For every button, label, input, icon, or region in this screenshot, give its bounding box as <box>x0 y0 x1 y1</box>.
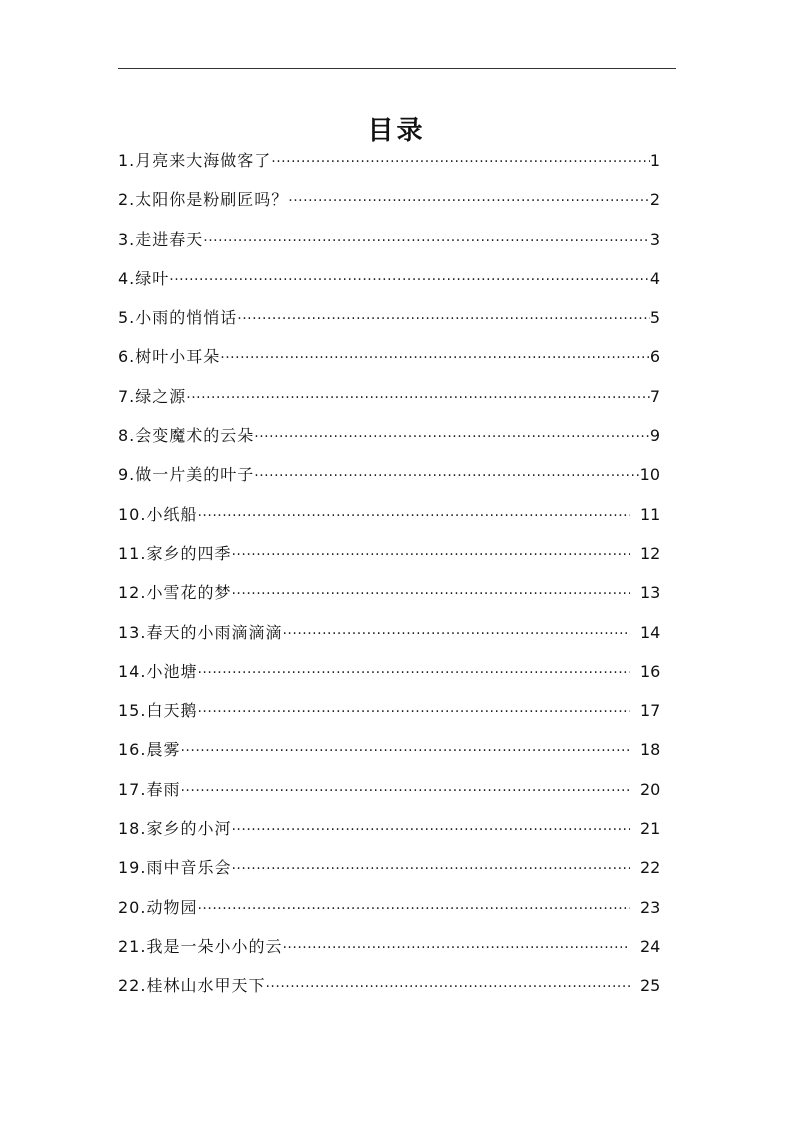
dot-leader <box>282 929 630 968</box>
toc-entry-text: 绿之源 <box>135 386 187 406</box>
toc-entry-title <box>118 337 220 376</box>
toc-entry-text: 晨雾 <box>146 740 181 760</box>
toc-entry-number: 12. <box>118 583 147 603</box>
toc-entry-number: 21. <box>118 936 147 956</box>
toc-page-number: 6 <box>649 347 660 367</box>
toc-entry-number: 16. <box>118 740 147 760</box>
toc-entry-number: 4. <box>118 268 136 288</box>
toc-entry[interactable] <box>118 495 676 534</box>
toc-entry-text: 走进春天 <box>135 229 204 249</box>
dot-leader <box>180 772 630 811</box>
toc-entry-number: 2. <box>118 190 136 210</box>
toc-entry-title <box>118 180 288 219</box>
toc-entry[interactable] <box>118 377 676 416</box>
toc-entry-number: 20. <box>118 897 147 917</box>
toc-page-number: 9 <box>649 426 660 446</box>
toc-page-number: 16 <box>640 661 661 681</box>
toc-entry[interactable] <box>118 298 676 337</box>
toc-entry-title <box>118 298 237 337</box>
toc-page-number: 24 <box>640 936 661 956</box>
toc-entry-title <box>118 141 271 180</box>
dot-leader <box>265 968 630 1007</box>
toc-entry-number: 19. <box>118 858 147 878</box>
toc-entry-number: 9. <box>118 465 136 485</box>
toc-entry-number: 6. <box>118 347 136 367</box>
toc-entry-title <box>118 691 197 730</box>
toc-entry[interactable] <box>118 888 676 927</box>
toc-entry[interactable] <box>118 141 676 180</box>
toc-entry-text: 做一片美的叶子 <box>135 465 255 485</box>
toc-entry[interactable] <box>118 927 676 966</box>
toc-entry-number: 22. <box>118 976 147 996</box>
toc-entry-number: 8. <box>118 426 136 446</box>
dot-leader <box>271 143 650 182</box>
dot-leader <box>254 418 650 457</box>
dot-leader <box>186 379 650 418</box>
toc-entry-title <box>118 377 186 416</box>
toc-entry-title <box>118 888 197 927</box>
toc-entry-title <box>118 770 180 809</box>
dot-leader <box>203 222 650 261</box>
toc-page-number: 25 <box>640 976 661 996</box>
toc-entry[interactable] <box>118 337 676 376</box>
dot-leader <box>180 732 630 771</box>
toc-page-number: 23 <box>640 897 661 917</box>
toc-entry-number: 5. <box>118 308 136 328</box>
dot-leader <box>197 654 630 693</box>
toc-entry-text: 绿叶 <box>135 268 170 288</box>
table-of-contents <box>118 141 676 1006</box>
dot-leader <box>231 536 630 575</box>
toc-entry-number: 14. <box>118 661 147 681</box>
dot-leader <box>254 457 639 496</box>
dot-leader <box>197 693 630 732</box>
toc-entry-text: 小雨的悄悄话 <box>135 308 238 328</box>
toc-entry-text: 会变魔术的云朵 <box>135 426 255 446</box>
toc-page-number: 14 <box>640 622 661 642</box>
toc-page-number: 12 <box>640 543 661 563</box>
toc-entry-title <box>118 455 254 494</box>
toc-entry[interactable] <box>118 652 676 691</box>
dot-leader <box>288 182 650 221</box>
toc-page-number: 4 <box>649 268 660 288</box>
toc-entry[interactable] <box>118 455 676 494</box>
toc-entry-text: 雨中音乐会 <box>146 858 232 878</box>
toc-entry-text: 家乡的小河 <box>146 819 232 839</box>
toc-entry[interactable] <box>118 259 676 298</box>
toc-entry-number: 13. <box>118 622 147 642</box>
toc-entry-text: 月亮来大海做客了 <box>135 151 272 170</box>
dot-leader <box>197 497 630 536</box>
toc-page-number: 17 <box>640 701 661 721</box>
toc-entry-number: 18. <box>118 819 147 839</box>
toc-entry-number: 7. <box>118 386 136 406</box>
dot-leader <box>237 300 650 339</box>
toc-entry-title <box>118 966 265 1005</box>
toc-entry[interactable] <box>118 730 676 769</box>
toc-entry-text: 太阳你是粉刷匠吗？ <box>135 190 289 210</box>
toc-entry-text: 桂林山水甲天下 <box>146 976 266 996</box>
toc-page-number: 2 <box>649 190 660 210</box>
toc-entry-text: 春雨 <box>146 779 181 799</box>
toc-entry-number: 17. <box>118 779 147 799</box>
dot-leader <box>231 575 630 614</box>
toc-entry-text: 春天的小雨滴滴滴 <box>146 622 283 642</box>
toc-entry-number: 10. <box>118 504 147 524</box>
toc-page-number: 1 <box>649 151 660 170</box>
dot-leader <box>231 811 630 850</box>
toc-entry-text: 动物园 <box>146 897 198 917</box>
toc-entry[interactable] <box>118 691 676 730</box>
toc-entry-text: 白天鹅 <box>146 701 198 721</box>
toc-page-number: 20 <box>640 779 661 799</box>
header-rule <box>118 68 676 69</box>
dot-leader <box>231 850 630 889</box>
toc-page-number: 13 <box>640 583 661 603</box>
toc-entry[interactable] <box>118 966 676 1005</box>
toc-entry-title <box>118 534 231 573</box>
toc-page-number: 22 <box>640 858 661 878</box>
toc-entry-text: 树叶小耳朵 <box>135 347 221 367</box>
toc-entry-text: 小纸船 <box>146 504 198 524</box>
toc-entry-text: 小雪花的梦 <box>146 583 232 603</box>
toc-entry[interactable] <box>118 416 676 455</box>
toc-entry-title <box>118 652 197 691</box>
dot-leader <box>220 339 650 378</box>
toc-entry-title <box>118 220 203 259</box>
toc-entry-title <box>118 730 180 769</box>
toc-entry-title <box>118 416 254 455</box>
toc-entry[interactable] <box>118 613 676 652</box>
toc-entry-number: 3. <box>118 229 136 249</box>
toc-entry-title <box>118 495 197 534</box>
dot-leader <box>169 261 650 300</box>
toc-entry-title <box>118 573 231 612</box>
toc-page-number: 21 <box>640 819 661 839</box>
toc-entry-title <box>118 259 169 298</box>
toc-entry[interactable] <box>118 220 676 259</box>
toc-entry[interactable] <box>118 848 676 887</box>
toc-entry-title <box>118 927 282 966</box>
toc-entry-number: 1. <box>118 151 136 170</box>
toc-entry[interactable] <box>118 573 676 612</box>
toc-entry-number: 11. <box>118 543 147 563</box>
toc-page-number: 7 <box>649 386 660 406</box>
toc-entry-title <box>118 848 231 887</box>
toc-page-number: 18 <box>640 740 661 760</box>
page-title: 目录 <box>367 116 426 147</box>
toc-entry-title <box>118 809 231 848</box>
toc-entry-text: 我是一朵小小的云 <box>146 936 283 956</box>
toc-page-number: 10 <box>639 465 660 485</box>
dot-leader <box>197 890 630 929</box>
dot-leader <box>282 615 630 654</box>
toc-entry[interactable] <box>118 180 676 219</box>
toc-page-number: 3 <box>649 229 660 249</box>
toc-entry-text: 小池塘 <box>146 661 198 681</box>
toc-page-number: 5 <box>649 308 660 328</box>
toc-entry[interactable] <box>118 770 676 809</box>
toc-entry[interactable] <box>118 809 676 848</box>
toc-entry[interactable] <box>118 534 676 573</box>
toc-entry-title <box>118 613 282 652</box>
toc-entry-text: 家乡的四季 <box>146 543 232 563</box>
toc-entry-number: 15. <box>118 701 147 721</box>
toc-page-number: 11 <box>640 504 661 524</box>
